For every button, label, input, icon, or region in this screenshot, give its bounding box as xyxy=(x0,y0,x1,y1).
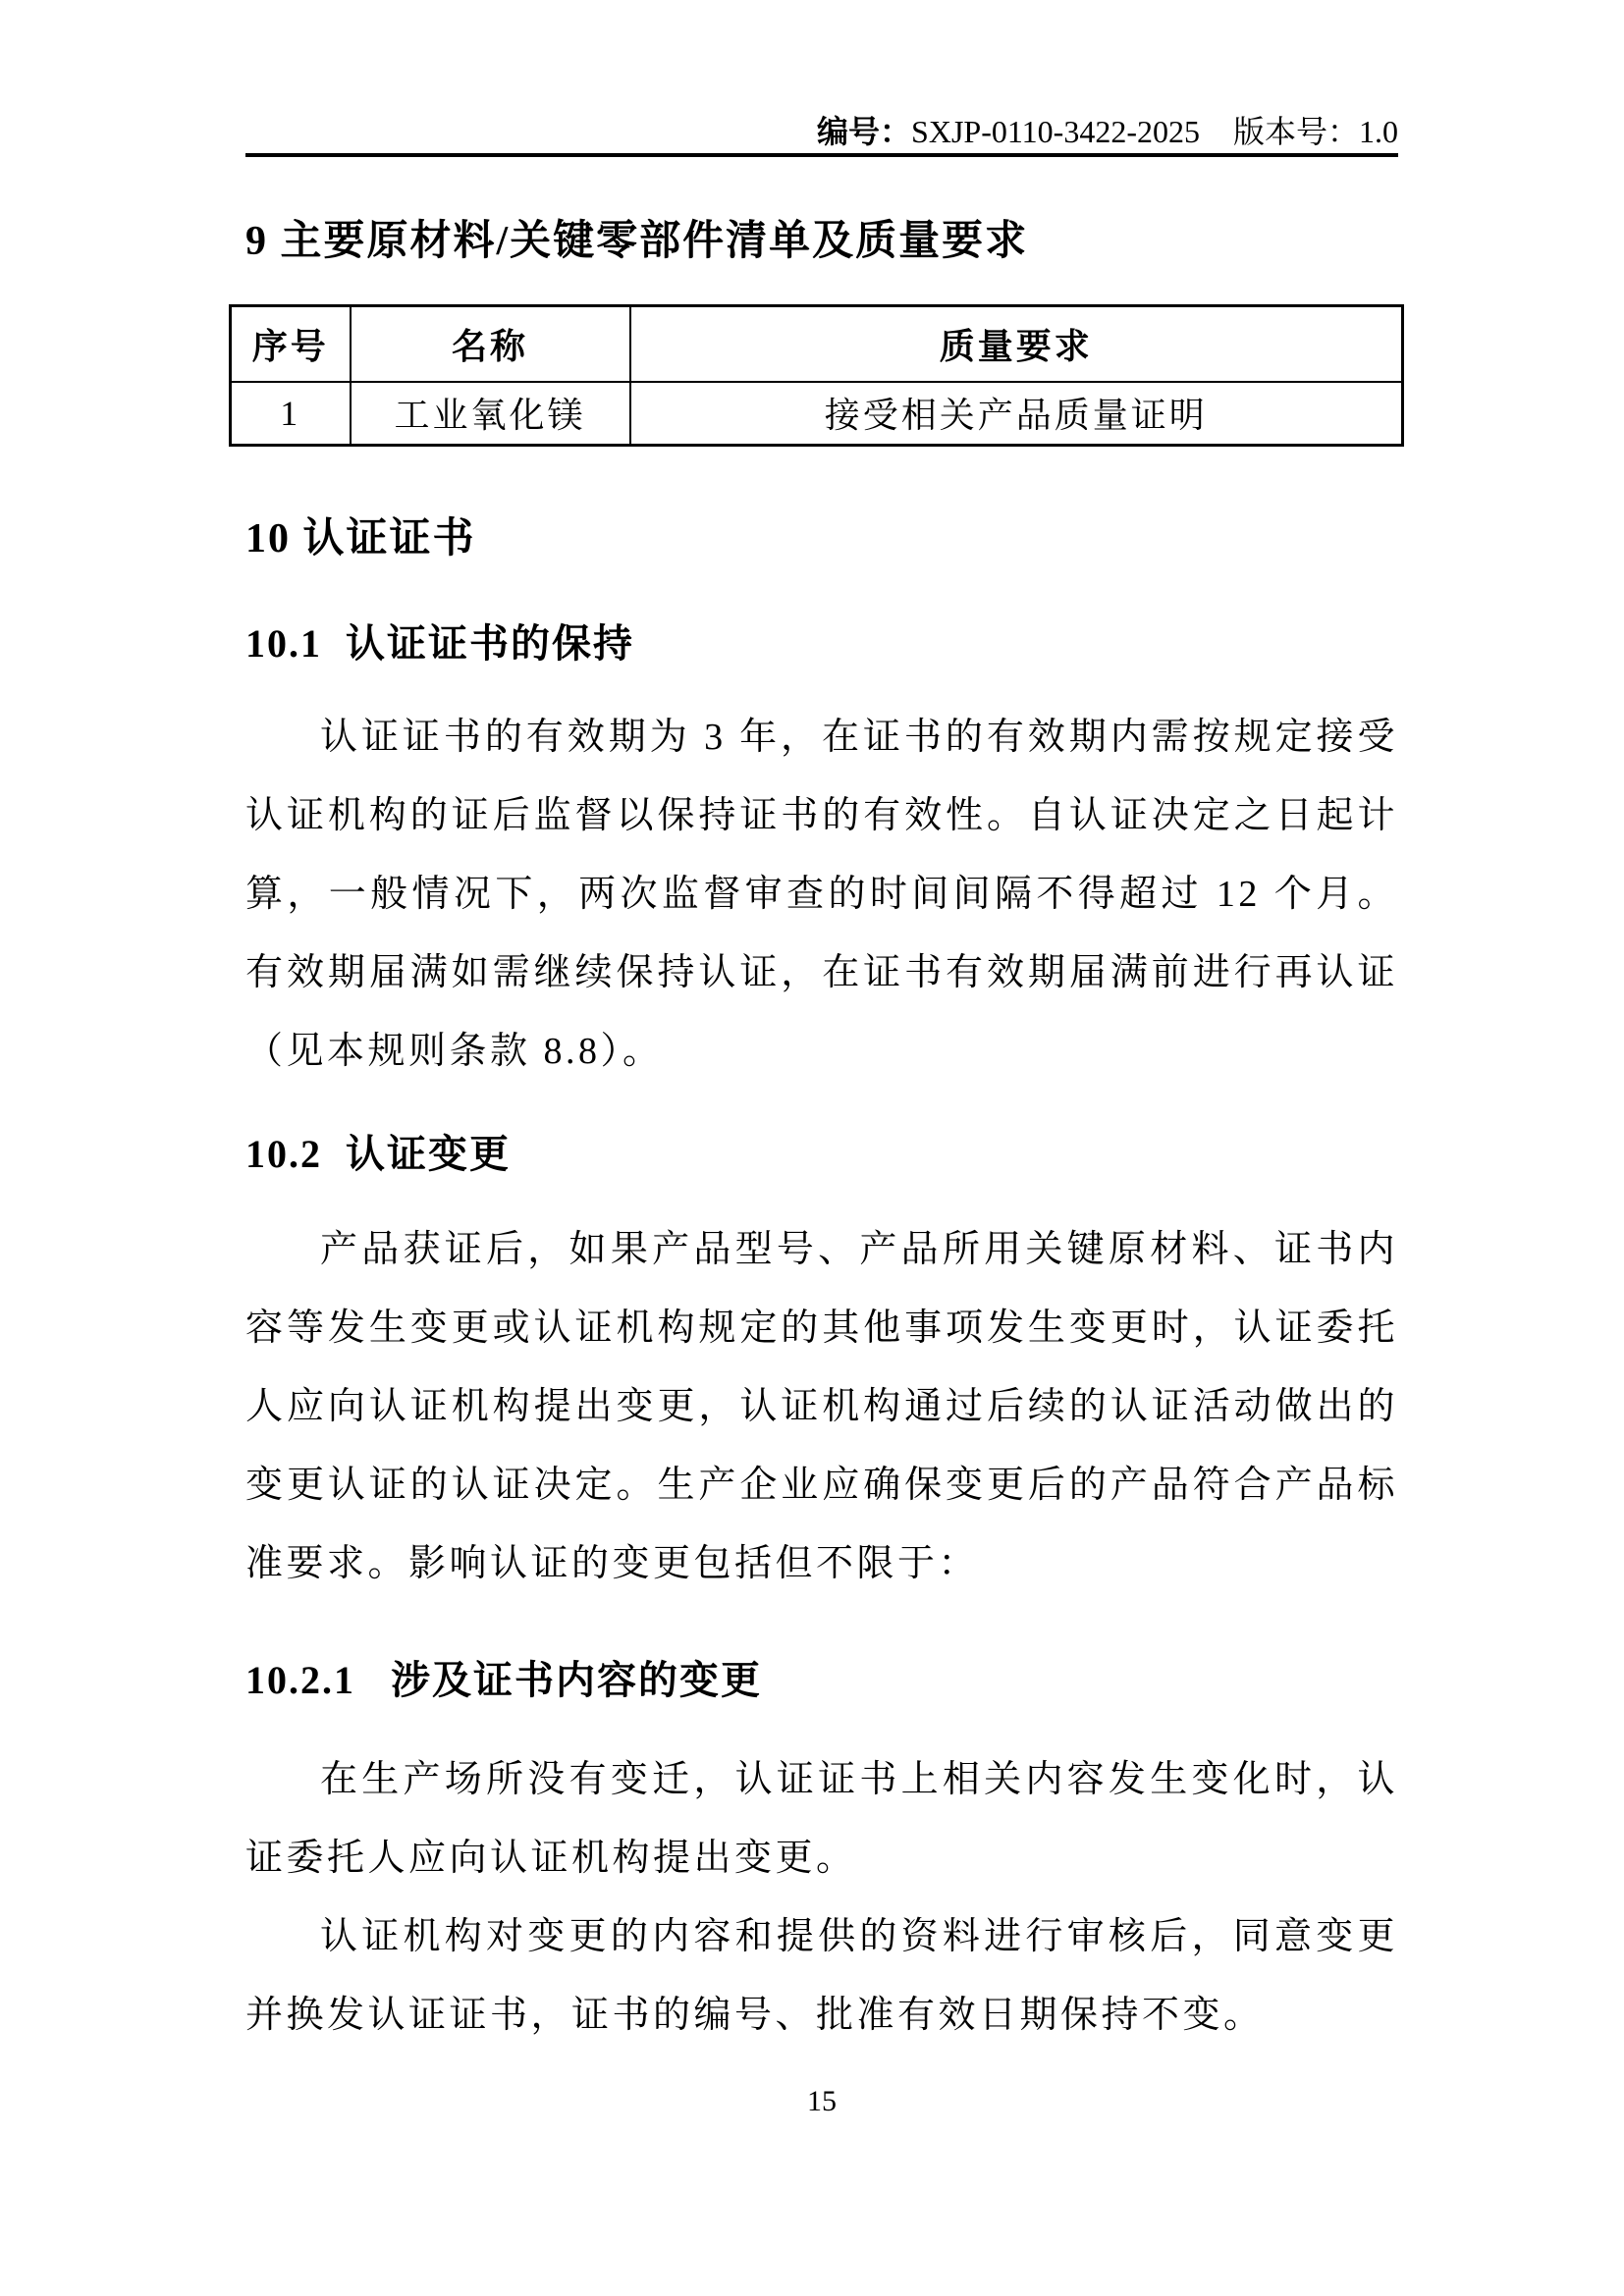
section-10-2-1-paragraph-2: 认证机构对变更的内容和提供的资料进行审核后，同意变更并换发认证证书，证书的编号、批准有效日期保持不变。 xyxy=(245,1916,1398,2036)
section-10-title: 10 认证证书 xyxy=(245,516,476,561)
section-10-2-paragraph: 产品获证后，如果产品型号、产品所用关键原材料、证书内容等发生变更或认证机构规定的其他事项发生变更时，认证委托人应向认证机构提出变更，认证机构通过后续的认证活动做出的变更认证的认证决定。生产企业应确保变更后的产品符合产品标准要求。影响认证的变更包括但不限于： xyxy=(245,1229,1398,1584)
section-10-1-title: 10.1 认证证书的保持 xyxy=(245,621,634,666)
version-label: 版本号： xyxy=(1232,114,1359,149)
col-header-name: 名称 xyxy=(351,306,630,382)
col-header-seq: 序号 xyxy=(231,306,351,382)
doc-number-value: SXJP-0110-3422-2025 xyxy=(911,114,1200,149)
section-10-2-title: 10.2 认证变更 xyxy=(245,1132,511,1176)
header-rule xyxy=(245,153,1398,157)
section-10-2-1-title: 10.2.1 涉及证书内容的变更 xyxy=(245,1658,762,1702)
cell-name: 工业氧化镁 xyxy=(351,382,630,446)
section-10-1-paragraph: 认证证书的有效期为 3 年，在证书的有效期内需按规定接受认证机构的证后监督以保持证书的有效性。自认证决定之日起计算，一般情况下，两次监督审查的时间间隔不得超过 12 个月。有效期届满如需继续保持认证，在证书有效期届满前进行再认证（见本规则条款 8.8）。 xyxy=(245,717,1398,1072)
section-9-title: 9 主要原材料/关键零部件清单及质量要求 xyxy=(245,219,1029,264)
col-header-quality: 质量要求 xyxy=(630,306,1403,382)
page-number: 15 xyxy=(807,2085,837,2117)
cell-seq: 1 xyxy=(231,382,351,446)
section-10-2-1-paragraph-1: 在生产场所没有变迁，认证证书上相关内容发生变化时，认证委托人应向认证机构提出变更。 xyxy=(245,1759,1398,1879)
version-value: 1.0 xyxy=(1359,114,1398,149)
table-row xyxy=(231,382,1403,446)
cell-quality: 接受相关产品质量证明 xyxy=(630,382,1403,446)
materials-table xyxy=(229,304,1404,447)
doc-number-label: 编号： xyxy=(817,114,912,149)
table-header-row xyxy=(231,306,1403,382)
page-header xyxy=(245,110,1398,153)
